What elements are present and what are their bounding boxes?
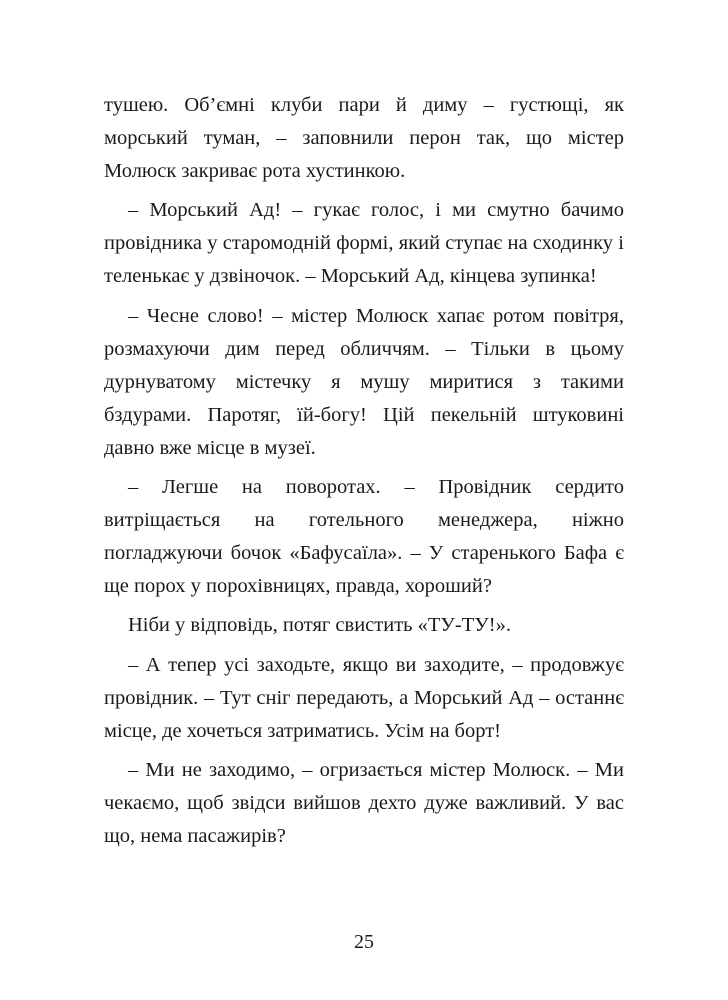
paragraph-1: тушею. Об’ємні клуби пари й диму – густющі, як морський туман, – заповнили перон так, що містер Молюск закриває рота хустинкою. [104,94,624,183]
paragraph-2: – Морський Ад! – гукає голос, і ми смутно бачимо провідника у старомодній формі, який ступає на сходинку і теленькає у дзвіночок. – Морський Ад, кінцева зупинка! [104,199,624,288]
body-text [104,89,624,859]
paragraph-7: – Ми не заходимо, – огризається містер Молюск. – Ми чекаємо, щоб звідси вийшов дехто дуже важливий. У вас що, нема пасажирів? [104,758,624,847]
paragraph-5: Ніби у відповідь, потяг свистить «ТУ-ТУ!». [128,614,511,637]
paragraph-3: – Чесне слово! – містер Молюск хапає ротом повітря, розмахуючи дим перед обличчям. – Тільки в цьому дурнуватому містечку я мушу миритися з такими бздурами. Паротяг, їй-богу! Цій пекельній штуковині давно вже місце в музеї. [104,304,624,459]
page-number: 25 [354,931,374,953]
paragraph-4: – Легше на поворотах. – Провідник сердито витріщається на готельного менеджера, ніжно погладжуючи бочок «Бафусаїла». – У старенького Бафа є ще порох у порохівницях, правда, хороший? [104,476,624,598]
paragraph-6: – А тепер усі заходьте, якщо ви заходите, – продовжує провідник. – Тут сніг передають, а Морський Ад – останнє місце, де хочеться затриматись. Усім на борт! [104,653,624,742]
